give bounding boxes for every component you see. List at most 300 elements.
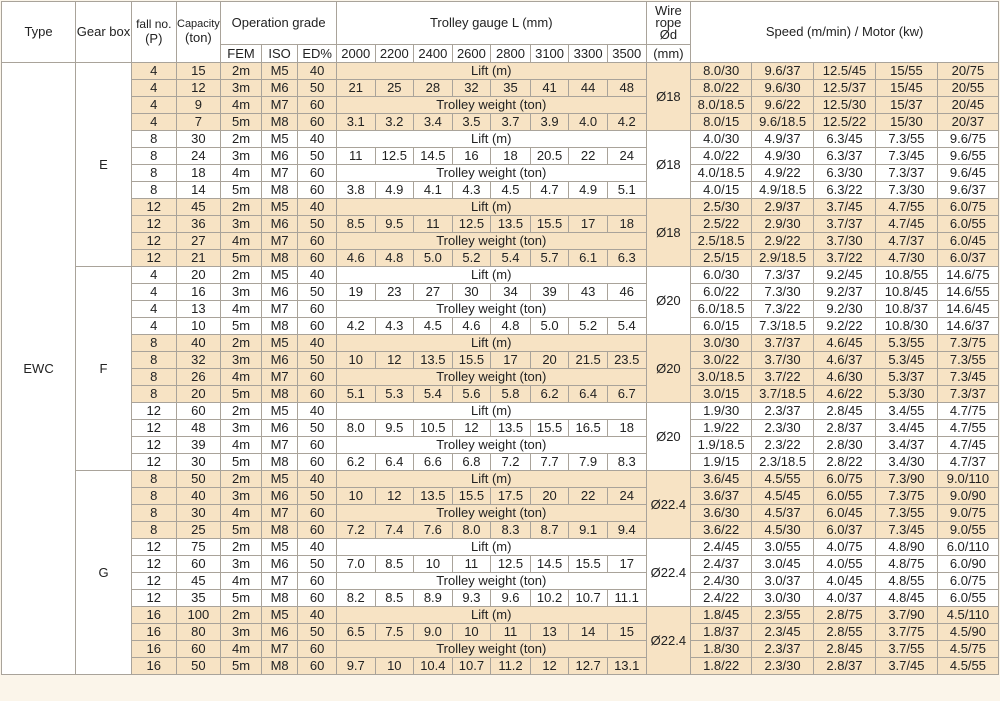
lift-value: 30 bbox=[452, 284, 491, 301]
speed-motor-cell: 2.3/18.5 bbox=[752, 454, 814, 471]
speed-motor-cell: 2.8/37 bbox=[814, 420, 876, 437]
fall-cell: 12 bbox=[131, 420, 176, 437]
lift-value: 10 bbox=[336, 488, 375, 505]
table-row bbox=[2, 80, 999, 97]
speed-motor-cell: 4.9/37 bbox=[752, 131, 814, 148]
fem-cell: 2m bbox=[221, 267, 262, 284]
ed-cell: 40 bbox=[298, 471, 337, 488]
trolley-weight-value: 3.9 bbox=[530, 114, 569, 131]
trolley-weight-value: 8.5 bbox=[375, 590, 414, 607]
trolley-weight-value: 7.9 bbox=[569, 454, 608, 471]
capacity-cell: 35 bbox=[176, 590, 221, 607]
iso-cell: M5 bbox=[261, 267, 298, 284]
iso-cell: M6 bbox=[261, 148, 298, 165]
table-row bbox=[2, 267, 999, 284]
trolley-weight-value: 4.7 bbox=[530, 182, 569, 199]
capacity-cell: 10 bbox=[176, 318, 221, 335]
speed-motor-cell: 6.0/45 bbox=[814, 505, 876, 522]
ed-cell: 60 bbox=[298, 658, 337, 675]
table-body bbox=[2, 63, 999, 675]
fall-no-header: fall no. (P) bbox=[131, 2, 176, 63]
table-row bbox=[2, 573, 999, 590]
capacity-cell: 32 bbox=[176, 352, 221, 369]
lift-value: 13.5 bbox=[414, 488, 453, 505]
speed-motor-cell: 4.0/55 bbox=[814, 556, 876, 573]
speed-motor-cell: 14.6/55 bbox=[937, 284, 998, 301]
fem-cell: 3m bbox=[221, 624, 262, 641]
lift-value: 7.5 bbox=[375, 624, 414, 641]
speed-motor-cell: 9.0/110 bbox=[937, 471, 998, 488]
table-header bbox=[2, 2, 999, 63]
capacity-cell: 40 bbox=[176, 488, 221, 505]
table-row bbox=[2, 284, 999, 301]
iso-cell: M8 bbox=[261, 114, 298, 131]
speed-motor-cell: 2.8/37 bbox=[814, 658, 876, 675]
fem-cell: 2m bbox=[221, 607, 262, 624]
trolley-weight-label: Trolley weight (ton) bbox=[336, 641, 646, 658]
ed-cell: 60 bbox=[298, 386, 337, 403]
table-row bbox=[2, 420, 999, 437]
capacity-cell: 60 bbox=[176, 641, 221, 658]
trolley-weight-value: 6.2 bbox=[336, 454, 375, 471]
fem-cell: 3m bbox=[221, 284, 262, 301]
ed-cell: 50 bbox=[298, 216, 337, 233]
gearbox-cell: F bbox=[76, 267, 132, 471]
lift-value: 39 bbox=[530, 284, 569, 301]
speed-motor-cell: 15/55 bbox=[875, 63, 937, 80]
trolley-weight-value: 10.2 bbox=[530, 590, 569, 607]
speed-motor-cell: 6.0/90 bbox=[937, 556, 998, 573]
speed-motor-cell: 7.3/22 bbox=[752, 301, 814, 318]
trolley-weight-value: 4.3 bbox=[452, 182, 491, 199]
speed-motor-cell: 3.4/37 bbox=[875, 437, 937, 454]
iso-cell: M5 bbox=[261, 403, 298, 420]
speed-motor-header: Speed (m/min) / Motor (kw) bbox=[691, 2, 999, 63]
speed-motor-cell: 3.0/15 bbox=[691, 386, 752, 403]
capacity-cell: 9 bbox=[176, 97, 221, 114]
lift-value: 15.5 bbox=[530, 216, 569, 233]
trolley-weight-label: Trolley weight (ton) bbox=[336, 165, 646, 182]
speed-motor-cell: 2.3/30 bbox=[752, 420, 814, 437]
capacity-cell: 25 bbox=[176, 522, 221, 539]
capacity-cell: 15 bbox=[176, 63, 221, 80]
fem-cell: 2m bbox=[221, 539, 262, 556]
table-row bbox=[2, 318, 999, 335]
trolley-weight-value: 4.8 bbox=[375, 250, 414, 267]
lift-value: 12 bbox=[375, 352, 414, 369]
speed-motor-cell: 4.0/45 bbox=[814, 573, 876, 590]
lift-value: 18 bbox=[491, 148, 531, 165]
lift-label: Lift (m) bbox=[336, 63, 646, 80]
speed-motor-cell: 20/37 bbox=[937, 114, 998, 131]
lift-value: 16.5 bbox=[569, 420, 608, 437]
lift-value: 48 bbox=[607, 80, 646, 97]
speed-motor-cell: 3.6/22 bbox=[691, 522, 752, 539]
speed-motor-cell: 7.3/37 bbox=[875, 165, 937, 182]
iso-cell: M7 bbox=[261, 165, 298, 182]
speed-motor-cell: 9.2/22 bbox=[814, 318, 876, 335]
ed-cell: 50 bbox=[298, 488, 337, 505]
ed-cell: 40 bbox=[298, 607, 337, 624]
speed-motor-cell: 3.7/90 bbox=[875, 607, 937, 624]
table-row bbox=[2, 352, 999, 369]
table-row bbox=[2, 131, 999, 148]
speed-motor-cell: 2.3/37 bbox=[752, 403, 814, 420]
trolley-weight-value: 5.4 bbox=[414, 386, 453, 403]
speed-motor-cell: 4.7/37 bbox=[875, 233, 937, 250]
speed-motor-cell: 6.0/75 bbox=[937, 199, 998, 216]
speed-motor-cell: 7.3/45 bbox=[937, 369, 998, 386]
trolley-weight-value: 4.6 bbox=[452, 318, 491, 335]
lift-value: 15.5 bbox=[452, 352, 491, 369]
table-row bbox=[2, 505, 999, 522]
trolley-weight-value: 8.3 bbox=[491, 522, 531, 539]
fall-cell: 8 bbox=[131, 335, 176, 352]
ed-cell: 50 bbox=[298, 352, 337, 369]
iso-cell: M6 bbox=[261, 556, 298, 573]
lift-value: 11 bbox=[336, 148, 375, 165]
speed-motor-cell: 9.2/37 bbox=[814, 284, 876, 301]
lift-value: 6.5 bbox=[336, 624, 375, 641]
speed-motor-cell: 7.3/45 bbox=[875, 148, 937, 165]
trolley-weight-value: 6.2 bbox=[530, 386, 569, 403]
speed-motor-cell: 2.4/22 bbox=[691, 590, 752, 607]
speed-motor-cell: 15/30 bbox=[875, 114, 937, 131]
lift-value: 8.0 bbox=[336, 420, 375, 437]
table-row bbox=[2, 301, 999, 318]
trolley-weight-value: 5.1 bbox=[607, 182, 646, 199]
fem-cell: 2m bbox=[221, 403, 262, 420]
gauge-header: 2000 bbox=[336, 45, 375, 63]
trolley-weight-value: 4.0 bbox=[569, 114, 608, 131]
ed-cell: 40 bbox=[298, 539, 337, 556]
speed-motor-cell: 7.3/18.5 bbox=[752, 318, 814, 335]
trolley-weight-value: 7.4 bbox=[375, 522, 414, 539]
iso-cell: M8 bbox=[261, 250, 298, 267]
trolley-weight-label: Trolley weight (ton) bbox=[336, 301, 646, 318]
lift-value: 10 bbox=[414, 556, 453, 573]
speed-motor-cell: 4.5/90 bbox=[937, 624, 998, 641]
fem-cell: 2m bbox=[221, 335, 262, 352]
table-row bbox=[2, 233, 999, 250]
speed-motor-cell: 3.0/30 bbox=[691, 335, 752, 352]
gearbox-cell: E bbox=[76, 63, 132, 267]
speed-motor-cell: 4.7/55 bbox=[875, 199, 937, 216]
capacity-cell: 45 bbox=[176, 199, 221, 216]
speed-motor-cell: 2.4/30 bbox=[691, 573, 752, 590]
lift-value: 17.5 bbox=[491, 488, 531, 505]
speed-motor-cell: 20/75 bbox=[937, 63, 998, 80]
lift-label: Lift (m) bbox=[336, 267, 646, 284]
table-row bbox=[2, 403, 999, 420]
speed-motor-cell: 4.7/45 bbox=[937, 437, 998, 454]
speed-motor-cell: 5.3/30 bbox=[875, 386, 937, 403]
trolley-weight-value: 10.7 bbox=[452, 658, 491, 675]
speed-motor-cell: 7.3/37 bbox=[937, 386, 998, 403]
speed-motor-cell: 2.8/45 bbox=[814, 641, 876, 658]
speed-motor-cell: 3.7/30 bbox=[814, 233, 876, 250]
lift-label: Lift (m) bbox=[336, 607, 646, 624]
wire-rope-cell: Ø20 bbox=[646, 335, 691, 403]
trolley-weight-value: 3.1 bbox=[336, 114, 375, 131]
capacity-cell: 50 bbox=[176, 471, 221, 488]
capacity-cell: 45 bbox=[176, 573, 221, 590]
lift-value: 22 bbox=[569, 148, 608, 165]
speed-motor-cell: 7.3/90 bbox=[875, 471, 937, 488]
speed-motor-cell: 7.3/75 bbox=[875, 488, 937, 505]
speed-motor-cell: 3.0/37 bbox=[752, 573, 814, 590]
table-row bbox=[2, 216, 999, 233]
ed-cell: 50 bbox=[298, 80, 337, 97]
fall-cell: 4 bbox=[131, 80, 176, 97]
speed-motor-cell: 1.8/22 bbox=[691, 658, 752, 675]
iso-cell: M7 bbox=[261, 505, 298, 522]
ed-cell: 40 bbox=[298, 335, 337, 352]
iso-cell: M5 bbox=[261, 607, 298, 624]
fem-cell: 5m bbox=[221, 318, 262, 335]
speed-motor-cell: 7.3/30 bbox=[752, 284, 814, 301]
trolley-weight-value: 3.5 bbox=[452, 114, 491, 131]
speed-motor-cell: 1.8/45 bbox=[691, 607, 752, 624]
lift-value: 13.5 bbox=[491, 216, 531, 233]
wire-rope-cell: Ø20 bbox=[646, 267, 691, 335]
speed-motor-cell: 4.5/30 bbox=[752, 522, 814, 539]
lift-value: 22 bbox=[569, 488, 608, 505]
speed-motor-cell: 4.5/55 bbox=[752, 471, 814, 488]
capacity-cell: 30 bbox=[176, 505, 221, 522]
trolley-weight-value: 9.4 bbox=[607, 522, 646, 539]
table-row bbox=[2, 454, 999, 471]
speed-motor-cell: 3.0/45 bbox=[752, 556, 814, 573]
lift-value: 11 bbox=[414, 216, 453, 233]
lift-value: 20.5 bbox=[530, 148, 569, 165]
fem-cell: 2m bbox=[221, 199, 262, 216]
trolley-weight-label: Trolley weight (ton) bbox=[336, 369, 646, 386]
speed-motor-cell: 2.4/45 bbox=[691, 539, 752, 556]
speed-motor-cell: 3.7/45 bbox=[875, 658, 937, 675]
ed-cell: 60 bbox=[298, 505, 337, 522]
speed-motor-cell: 6.0/45 bbox=[937, 233, 998, 250]
trolley-weight-value: 8.7 bbox=[530, 522, 569, 539]
lift-value: 10 bbox=[336, 352, 375, 369]
trolley-weight-value: 13.1 bbox=[607, 658, 646, 675]
speed-motor-cell: 15/37 bbox=[875, 97, 937, 114]
fem-cell: 4m bbox=[221, 233, 262, 250]
table-row bbox=[2, 63, 999, 80]
trolley-weight-label: Trolley weight (ton) bbox=[336, 505, 646, 522]
speed-motor-cell: 9.2/45 bbox=[814, 267, 876, 284]
fall-cell: 8 bbox=[131, 471, 176, 488]
lift-value: 35 bbox=[491, 80, 531, 97]
trolley-weight-value: 4.9 bbox=[569, 182, 608, 199]
trolley-weight-value: 5.7 bbox=[530, 250, 569, 267]
lift-value: 23.5 bbox=[607, 352, 646, 369]
speed-motor-cell: 2.8/55 bbox=[814, 624, 876, 641]
fem-cell: 4m bbox=[221, 573, 262, 590]
fall-cell: 8 bbox=[131, 182, 176, 199]
trolley-weight-value: 6.7 bbox=[607, 386, 646, 403]
fem-cell: 3m bbox=[221, 420, 262, 437]
speed-motor-cell: 3.6/30 bbox=[691, 505, 752, 522]
gearbox-cell: G bbox=[76, 471, 132, 675]
capacity-cell: 14 bbox=[176, 182, 221, 199]
lift-value: 41 bbox=[530, 80, 569, 97]
lift-value: 46 bbox=[607, 284, 646, 301]
speed-motor-cell: 3.4/55 bbox=[875, 403, 937, 420]
fall-cell: 4 bbox=[131, 284, 176, 301]
fall-cell: 4 bbox=[131, 97, 176, 114]
lift-value: 21 bbox=[336, 80, 375, 97]
speed-motor-cell: 14.6/37 bbox=[937, 318, 998, 335]
fall-cell: 8 bbox=[131, 505, 176, 522]
lift-value: 44 bbox=[569, 80, 608, 97]
speed-motor-cell: 9.6/22 bbox=[752, 97, 814, 114]
lift-value: 13.5 bbox=[414, 352, 453, 369]
speed-motor-cell: 9.6/37 bbox=[937, 182, 998, 199]
speed-motor-cell: 3.6/45 bbox=[691, 471, 752, 488]
speed-motor-cell: 9.6/55 bbox=[937, 148, 998, 165]
fall-cell: 16 bbox=[131, 624, 176, 641]
table-row bbox=[2, 114, 999, 131]
speed-motor-cell: 6.0/55 bbox=[937, 590, 998, 607]
lift-value: 27 bbox=[414, 284, 453, 301]
speed-motor-cell: 2.9/22 bbox=[752, 233, 814, 250]
speed-motor-cell: 9.6/37 bbox=[752, 63, 814, 80]
fem-cell: 2m bbox=[221, 471, 262, 488]
speed-motor-cell: 2.5/22 bbox=[691, 216, 752, 233]
trolley-weight-value: 5.1 bbox=[336, 386, 375, 403]
speed-motor-cell: 4.8/55 bbox=[875, 573, 937, 590]
fall-cell: 12 bbox=[131, 539, 176, 556]
lift-value: 24 bbox=[607, 488, 646, 505]
speed-motor-cell: 4.7/45 bbox=[875, 216, 937, 233]
speed-motor-cell: 6.0/37 bbox=[814, 522, 876, 539]
speed-motor-cell: 4.5/45 bbox=[752, 488, 814, 505]
wire-rope-cell: Ø22.4 bbox=[646, 607, 691, 675]
speed-motor-cell: 6.3/37 bbox=[814, 148, 876, 165]
speed-motor-cell: 2.5/15 bbox=[691, 250, 752, 267]
table-row bbox=[2, 539, 999, 556]
speed-motor-cell: 7.3/30 bbox=[875, 182, 937, 199]
table-row bbox=[2, 97, 999, 114]
iso-cell: M6 bbox=[261, 488, 298, 505]
trolley-weight-value: 4.6 bbox=[336, 250, 375, 267]
fall-cell: 8 bbox=[131, 131, 176, 148]
trolley-weight-value: 3.4 bbox=[414, 114, 453, 131]
speed-motor-cell: 6.0/110 bbox=[937, 539, 998, 556]
lift-label: Lift (m) bbox=[336, 471, 646, 488]
speed-motor-cell: 12.5/45 bbox=[814, 63, 876, 80]
lift-value: 11 bbox=[491, 624, 531, 641]
table-row bbox=[2, 556, 999, 573]
lift-value: 12.5 bbox=[375, 148, 414, 165]
lift-value: 25 bbox=[375, 80, 414, 97]
speed-motor-cell: 2.9/18.5 bbox=[752, 250, 814, 267]
speed-motor-cell: 10.8/30 bbox=[875, 318, 937, 335]
trolley-weight-label: Trolley weight (ton) bbox=[336, 573, 646, 590]
speed-motor-cell: 8.0/22 bbox=[691, 80, 752, 97]
ed-cell: 60 bbox=[298, 233, 337, 250]
lift-value: 13.5 bbox=[491, 420, 531, 437]
speed-motor-cell: 4.7/75 bbox=[937, 403, 998, 420]
speed-motor-cell: 3.4/45 bbox=[875, 420, 937, 437]
lift-value: 12.5 bbox=[491, 556, 531, 573]
fem-cell: 5m bbox=[221, 250, 262, 267]
speed-motor-cell: 7.3/55 bbox=[875, 131, 937, 148]
table-row bbox=[2, 386, 999, 403]
capacity-cell: 80 bbox=[176, 624, 221, 641]
speed-motor-cell: 5.3/37 bbox=[875, 369, 937, 386]
speed-motor-cell: 1.9/18.5 bbox=[691, 437, 752, 454]
lift-value: 17 bbox=[491, 352, 531, 369]
fem-cell: 4m bbox=[221, 369, 262, 386]
lift-label: Lift (m) bbox=[336, 335, 646, 352]
fem-cell: 5m bbox=[221, 658, 262, 675]
fall-cell: 12 bbox=[131, 403, 176, 420]
speed-motor-cell: 9.2/30 bbox=[814, 301, 876, 318]
trolley-weight-label: Trolley weight (ton) bbox=[336, 233, 646, 250]
lift-value: 21.5 bbox=[569, 352, 608, 369]
speed-motor-cell: 4.6/37 bbox=[814, 352, 876, 369]
fem-cell: 3m bbox=[221, 352, 262, 369]
speed-motor-cell: 6.0/22 bbox=[691, 284, 752, 301]
fall-cell: 12 bbox=[131, 590, 176, 607]
speed-motor-cell: 4.6/45 bbox=[814, 335, 876, 352]
fem-cell: 3m bbox=[221, 148, 262, 165]
speed-motor-cell: 9.0/75 bbox=[937, 505, 998, 522]
lift-value: 14.5 bbox=[414, 148, 453, 165]
fem-cell: 2m bbox=[221, 63, 262, 80]
lift-value: 15 bbox=[607, 624, 646, 641]
speed-motor-cell: 20/55 bbox=[937, 80, 998, 97]
lift-value: 43 bbox=[569, 284, 608, 301]
speed-motor-cell: 3.7/22 bbox=[752, 369, 814, 386]
lift-value: 14 bbox=[569, 624, 608, 641]
speed-motor-cell: 10.8/37 bbox=[875, 301, 937, 318]
fall-cell: 16 bbox=[131, 607, 176, 624]
wire-rope-header: Wire rope Ød bbox=[646, 2, 691, 45]
speed-motor-cell: 7.3/75 bbox=[937, 335, 998, 352]
trolley-weight-value: 5.0 bbox=[414, 250, 453, 267]
trolley-weight-value: 9.1 bbox=[569, 522, 608, 539]
capacity-cell: 20 bbox=[176, 386, 221, 403]
fem-cell: 5m bbox=[221, 522, 262, 539]
table-row bbox=[2, 148, 999, 165]
capacity-cell: 50 bbox=[176, 658, 221, 675]
speed-motor-cell: 4.7/37 bbox=[937, 454, 998, 471]
fem-cell: 5m bbox=[221, 182, 262, 199]
trolley-weight-value: 5.6 bbox=[452, 386, 491, 403]
trolley-weight-value: 4.5 bbox=[414, 318, 453, 335]
lift-value: 11 bbox=[452, 556, 491, 573]
table-row bbox=[2, 182, 999, 199]
speed-motor-cell: 12.5/22 bbox=[814, 114, 876, 131]
iso-cell: M7 bbox=[261, 369, 298, 386]
fall-cell: 8 bbox=[131, 386, 176, 403]
ed-cell: 50 bbox=[298, 420, 337, 437]
ed-cell: 50 bbox=[298, 148, 337, 165]
trolley-weight-value: 9.3 bbox=[452, 590, 491, 607]
trolley-weight-value: 5.4 bbox=[607, 318, 646, 335]
iso-cell: M6 bbox=[261, 624, 298, 641]
capacity-cell: 18 bbox=[176, 165, 221, 182]
speed-motor-cell: 12.5/37 bbox=[814, 80, 876, 97]
trolley-weight-value: 11.1 bbox=[607, 590, 646, 607]
speed-motor-cell: 6.0/30 bbox=[691, 267, 752, 284]
fall-cell: 12 bbox=[131, 454, 176, 471]
trolley-weight-value: 6.3 bbox=[607, 250, 646, 267]
speed-motor-cell: 2.8/22 bbox=[814, 454, 876, 471]
